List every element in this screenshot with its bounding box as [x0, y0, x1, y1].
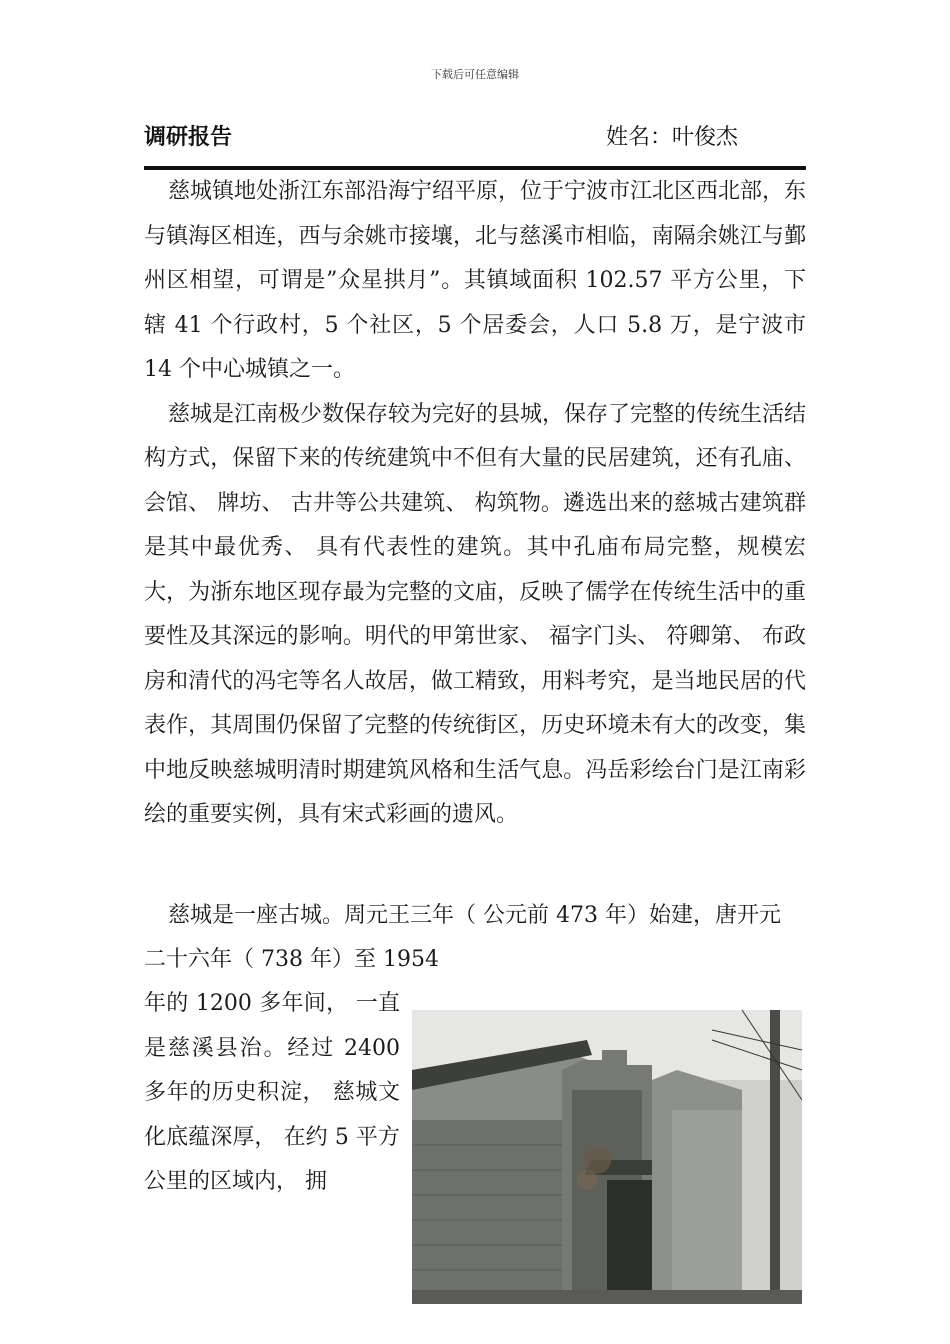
paragraph-3-wrapped-text: 年的 1200 多年间， 一直是慈溪县治。经过 2400 多年的历史积淀， 慈城文化底蕴深厚， 在约 5 平方公里的区域内， 拥 [144, 991, 400, 1194]
page-top-note: 下载后可任意编辑 [431, 68, 519, 81]
ancient-building-photo [412, 1010, 802, 1304]
paragraph-2: 慈城是江南极少数保存较为完好的县城，保存了完整的传统生活结构方式，保留下来的传统建筑中不但有大量的民居建筑，还有孔庙、 会馆、 牌坊、 古井等公共建筑、 构筑物。遴选出来的慈城古建筑群是其中最优秀、 具有代表性的建筑。其中孔庙布局完整，规模宏大，为浙东地区现存最为完整的文庙，反映了儒学在传统生活中的重要性及其深远的影响。明代的甲第世家、 福字门头、 符卿第、 布政房和清代的冯宅等名人故居，做工精致，用料考究，是当地民居的代表作，其周围仍保留了完整的传统街区，历史环境未有大的改变，集中地反映慈城明清时期建筑风格和生活气息。冯岳彩绘台门是江南彩绘的重要实例，具有宋式彩画的遗风。 [144, 401, 807, 827]
ancient-building-illustration [412, 1010, 802, 1304]
report-header [144, 120, 806, 160]
report-body [144, 170, 806, 838]
report-title: 调研报告 [144, 125, 233, 150]
author-name: 姓名：叶俊杰 [606, 125, 739, 150]
paragraph-1: 慈城镇地处浙江东部沿海宁绍平原，位于宁波市江北区西北部，东与镇海区相连，西与余姚市接壤，北与慈溪市相临，南隔余姚江与鄞州区相望，可谓是”众星拱月”。其镇域面积 102.57 平方公里，下辖 41 个行政村，5 个社区，5 个居委会，人口 5.8 万，是宁波市 14 个中心城镇之一。 [144, 179, 807, 382]
paragraph-3-line-2: 二十六年（ 738 年）至 1954 [144, 947, 439, 972]
paragraph-3-line-1: 慈城是一座古城。周元王三年（ 公元前 473 年）始建，唐开元 [168, 903, 781, 928]
